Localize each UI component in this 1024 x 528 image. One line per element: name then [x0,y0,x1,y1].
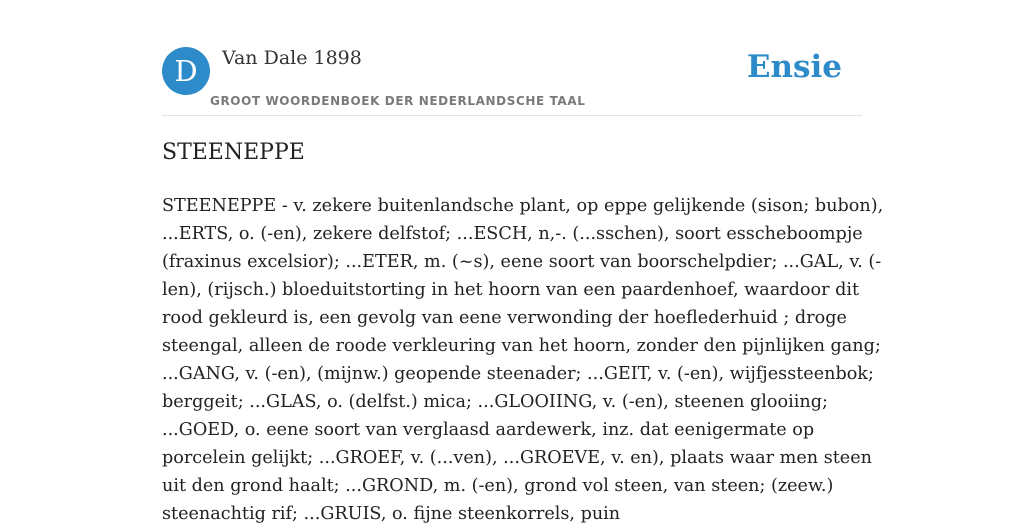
definition-line: rood gekleurd is, een gevolg van eene verwonding der hoeflederhuid ; droge [162,308,847,328]
definition-line: steenachtig rif; ...GRUIS, o. fijne steenkorrels, puin [162,504,621,524]
dictionary-subtitle: GROOT WOORDENBOEK DER NEDERLANDSCHE TAAL [210,94,586,108]
entry-definition [162,192,884,528]
definition-line: (fraxinus excelsior); ...ETER, m. (~s), eene soort van boorschelpdier; ...GAL, v. (- [162,252,882,272]
definition-line: ...GOED, o. eene soort van verglaasd aardewerk, inz. dat eenigermate op [162,420,815,440]
dictionary-logo-badge[interactable]: D [162,47,210,95]
definition-line: steengal, alleen de roode verkleuring van het hoorn, zonder den pijnlijken gang; [162,336,881,356]
header-divider [162,115,862,116]
dictionary-title-link[interactable]: Van Dale 1898 [222,47,362,69]
definition-line: uit den grond haalt; ...GROND, m. (-en), grond vol steen, van steen; (zeew.) [162,476,834,496]
entry-headword: STEENEPPE [162,140,305,165]
ensie-brand-logo[interactable]: Ensie [746,49,842,85]
definition-line: ...ERTS, o. (-en), zekere delfstof; ...ESCH, n,-. (...sschen), soort esscheboompje [162,224,863,244]
definition-line: STEENEPPE - v. zekere buitenlandsche plant, op eppe gelijkende (sison; bubon), [162,196,884,216]
definition-line: len), (rijsch.) bloeduitstorting in het hoorn van een paardenhoef, waardoor dit [162,280,860,300]
dictionary-header [162,46,862,116]
definition-line: porcelein gelijkt; ...GROEF, v. (...ven), ...GROEVE, v. en), plaats waar men steen [162,448,872,468]
definition-line: ...GANG, v. (-en), (mijnw.) geopende steenader; ...GEIT, v. (-en), wijfjessteenbok; [162,364,874,384]
definition-line: berggeit; ...GLAS, o. (delfst.) mica; ...GLOOIING, v. (-en), steenen glooiing; [162,392,828,412]
